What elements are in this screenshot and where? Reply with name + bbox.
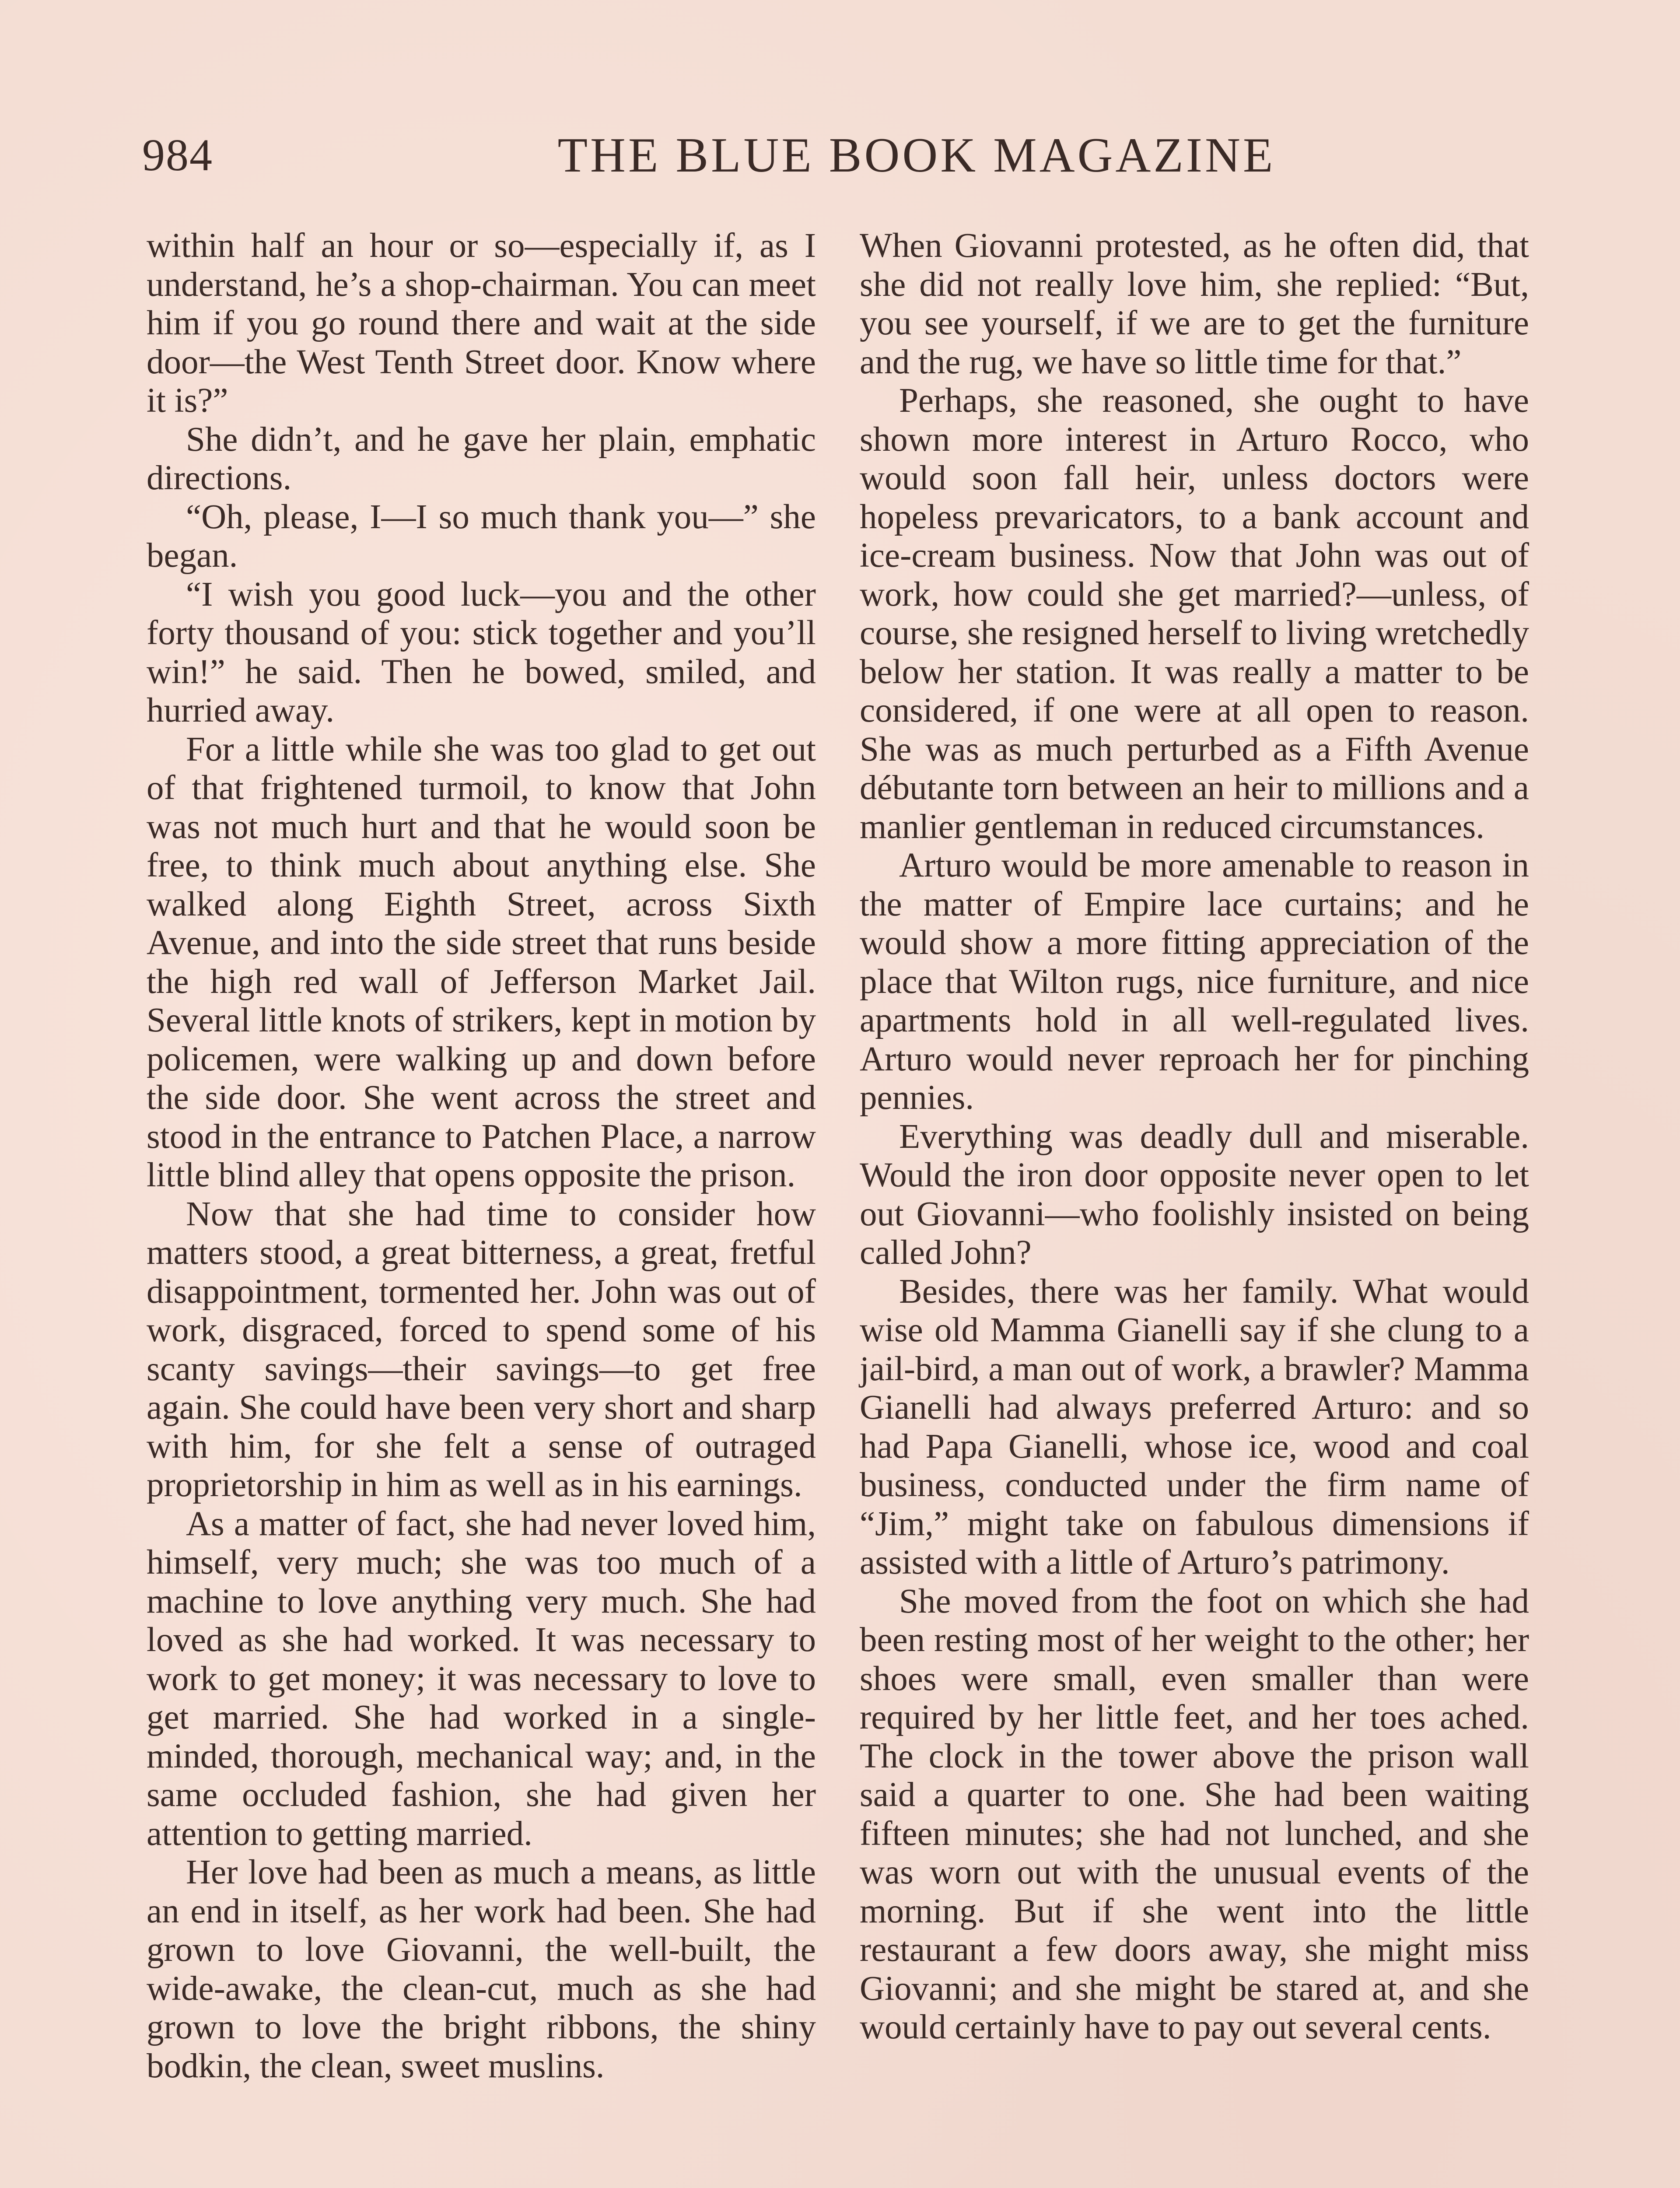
paragraph: Besides, there was her family. What would wise old Mamma Gianelli say if she clung to a jail-bird, a man out of work, a brawler? Mamma Gianelli had always preferred Arturo: and so had Papa Gianelli, whose ice, wood and coal business, conducted under the firm name of “Jim,” might take on fabulous dimensions if assisted with a little of Arturo’s patrimony. — [860, 1272, 1529, 1581]
page-header — [142, 127, 1538, 193]
paragraph: Arturo would be more amenable to reason in the matter of Empire lace curtains; and he would show a more fitting appreciation of the place that Wilton rugs, nice furniture, and nice apartments hold in all well-regulated lives. Arturo would never reproach her for pinching pennies. — [860, 846, 1529, 1117]
paragraph: Now that she had time to consider how matters stood, a great bitterness, a great, fretful disappointment, tormented her. John was out of work, disgraced, forced to spend some of his scanty savings—their savings—to get free again. She could have been very short and sharp with him, for she felt a sense of outraged proprietorship in him as well as in his earnings. — [147, 1195, 816, 1504]
paragraph: As a matter of fact, she had never loved him, himself, very much; she was too much of a machine to love anything very much. She had loved as she had worked. It was necessary to work to get money; it was necessary to love to get married. She had worked in a single-minded, thorough, mechanical way; and, in the same occluded fashion, she had given her attention to getting married. — [147, 1504, 816, 1853]
text-columns — [147, 227, 1533, 2188]
paragraph: Everything was deadly dull and miserable. Would the iron door opposite never open to let out Giovanni—who foolishly insisted on being called John? — [860, 1117, 1529, 1272]
page-number: 984 — [142, 130, 213, 180]
paragraph: When Giovanni protested, as he often did, that she did not really love him, she replied: “But, you see yourself, if we are to get the furniture and the rug, we have so little time for that.” — [860, 227, 1529, 381]
right-column — [860, 227, 1529, 2047]
paragraph: “Oh, please, I—I so much thank you—” she began. — [147, 498, 816, 575]
left-column — [147, 227, 816, 2086]
paragraph: Perhaps, she reasoned, she ought to have shown more interest in Arturo Rocco, who would soon fall heir, unless doctors were hopeless prevaricators, to a bank account and ice-cream business. Now that John was out of work, how could she get married?—unless, of course, she resigned herself to living wretchedly below her station. It was really a matter to be considered, if one were at all open to reason. She was as much perturbed as a Fifth Avenue débutante torn between an heir to millions and a manlier gentleman in reduced circumstances. — [860, 382, 1529, 846]
running-title: THE BLUE BOOK MAGAZINE — [557, 128, 1276, 182]
paragraph: “I wish you good luck—you and the other forty thousand of you: stick together and you’ll win!” he said. Then he bowed, smiled, and hurried away. — [147, 575, 816, 729]
paragraph: For a little while she was too glad to get out of that frightened turmoil, to know that John was not much hurt and that he would soon be free, to think much about anything else. She walked along Eighth Street, across Sixth Avenue, and into the side street that runs beside the high red wall of Jefferson Market Jail. Several little knots of strikers, kept in motion by policemen, were walking up and down before the side door. She went across the street and stood in the entrance to Patchen Place, a narrow little blind alley that opens opposite the prison. — [147, 730, 816, 1194]
paragraph: She didn’t, and he gave her plain, emphatic directions. — [147, 420, 816, 497]
paragraph: Her love had been as much a means, as little an end in itself, as her work had been. She had grown to love Giovanni, the well-built, the wide-awake, the clean-cut, much as she had grown to love the bright ribbons, the shiny bodkin, the clean, sweet muslins. — [147, 1853, 816, 2085]
paragraph: within half an hour or so—especially if, as I understand, he’s a shop-chairman. You can meet him if you go round there and wait at the side door—the West Tenth Street door. Know where it is?” — [147, 227, 816, 420]
paragraph: She moved from the foot on which she had been resting most of her weight to the other; her shoes were small, even smaller than were required by her little feet, and her toes ached. The clock in the tower above the prison wall said a quarter to one. She had been waiting fifteen minutes; she had not lunched, and she was worn out with the unusual events of the morning. But if she went into the little restaurant a few doors away, she might miss Giovanni; and she might be stared at, and she would certainly have to pay out several cents. — [860, 1582, 1529, 2046]
